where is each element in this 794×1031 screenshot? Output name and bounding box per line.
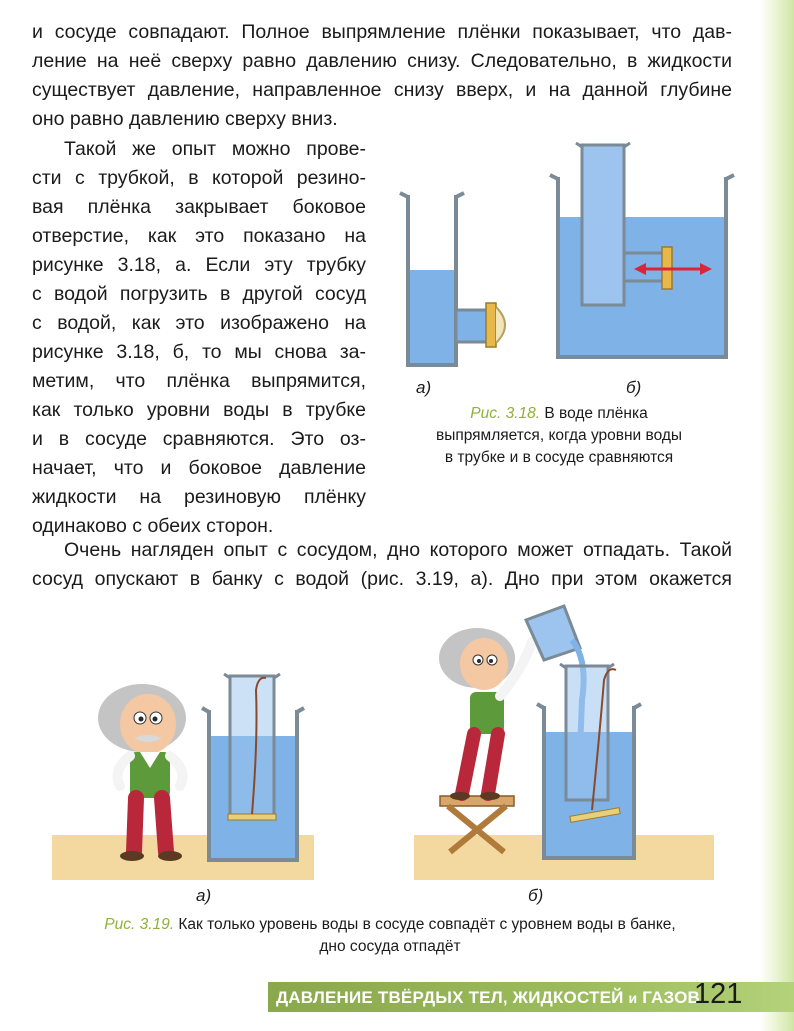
chapter-title-part: ГАЗОВ [637,988,701,1007]
text-line: Очень нагляден опыт с сосудом, дно которого может отпадать. Такой [64,539,732,561]
paragraph-1 [32,18,732,134]
text-line: сти с трубкой, в которой резино- [32,167,366,189]
text-line: существует давление, направленное снизу вверх, и на данной глубине [32,79,732,101]
water [408,270,456,365]
text-line: жидкости на резиновую плёнку [32,486,366,508]
text-line: оно равно давлению сверху вниз. [32,108,338,130]
text-line: с водой, как это изображено на [32,312,366,334]
page-number: 121 [694,978,743,1010]
figure-reference: Рис. 3.18. [470,405,541,422]
text-line: с водой погрузить в другой сосуд [32,283,366,305]
scientist-character-pouring [439,628,532,800]
caption-text: В воде плёнка [540,405,648,422]
rubber-membrane [496,307,505,343]
jar-with-vessel [202,674,304,860]
text-line: отверстие, как это показано на [32,225,366,247]
caption-text: выпрямляется, когда уровни воды [435,427,683,444]
figure-3-19-label-b: б) [528,886,544,905]
figure-3-18-illustration [390,135,730,375]
text-line: вая плёнка закрывает боковое [32,196,366,218]
text-line: одинаково с обеих сторон. [32,515,274,537]
figure-3-18-label-a: а) [416,378,432,397]
text-line: Такой же опыт можно прове- [64,138,366,160]
chapter-title-part: ДАВЛЕНИЕ ТВЁРДЫХ ТЕЛ, ЖИДКОСТЕЙ [276,988,629,1007]
chapter-title-part: и [628,990,638,1006]
figure-reference: Рис. 3.19. [104,916,175,933]
text-line: ление на неё сверху равно давлению снизу. Следовательно, в жидкости [32,50,732,72]
text-line: метим, что плёнка выпрямится, [32,370,366,392]
tube-with-side-membrane [400,193,505,365]
text-line: и сосуде совпадают. Полное выпрямление плёнки показывает, что дав- [32,21,732,43]
paragraph-2 [32,135,366,541]
text-line: рисунке 3.18, а. Если эту трубку [32,254,366,276]
figure-3-19-label-a: а) [196,886,212,905]
chapter-title [276,988,700,1008]
figure-3-19-caption [40,914,740,958]
caption-text: в трубке и в сосуде сравняются [444,449,674,466]
text-line: начает, что и боковое давление [32,457,366,479]
figure-3-19-illustration [52,600,728,885]
text-line: рисунке 3.18, б, то мы снова за- [32,341,366,363]
text-line: и в сосуде сравняются. Это оз- [32,428,366,450]
caption-text: Как только уровень воды в сосуде совпадёт с уровнем воды в банке, [174,916,676,933]
page-edge-decoration [760,0,794,1031]
paragraph-3 [32,536,732,594]
figure-3-18-label-b: б) [626,378,642,397]
caption-text: дно сосуда отпадёт [319,938,461,955]
scientist-character [98,684,186,861]
figure-3-18-caption [400,403,718,469]
text-line: как только уровни воды в трубке [32,399,366,421]
jar-with-tube [550,143,734,357]
jar-with-vessel [537,664,641,858]
text-line: сосуд опускают в банку с водой (рис. 3.19, а). Дно при этом окажется [32,568,732,590]
